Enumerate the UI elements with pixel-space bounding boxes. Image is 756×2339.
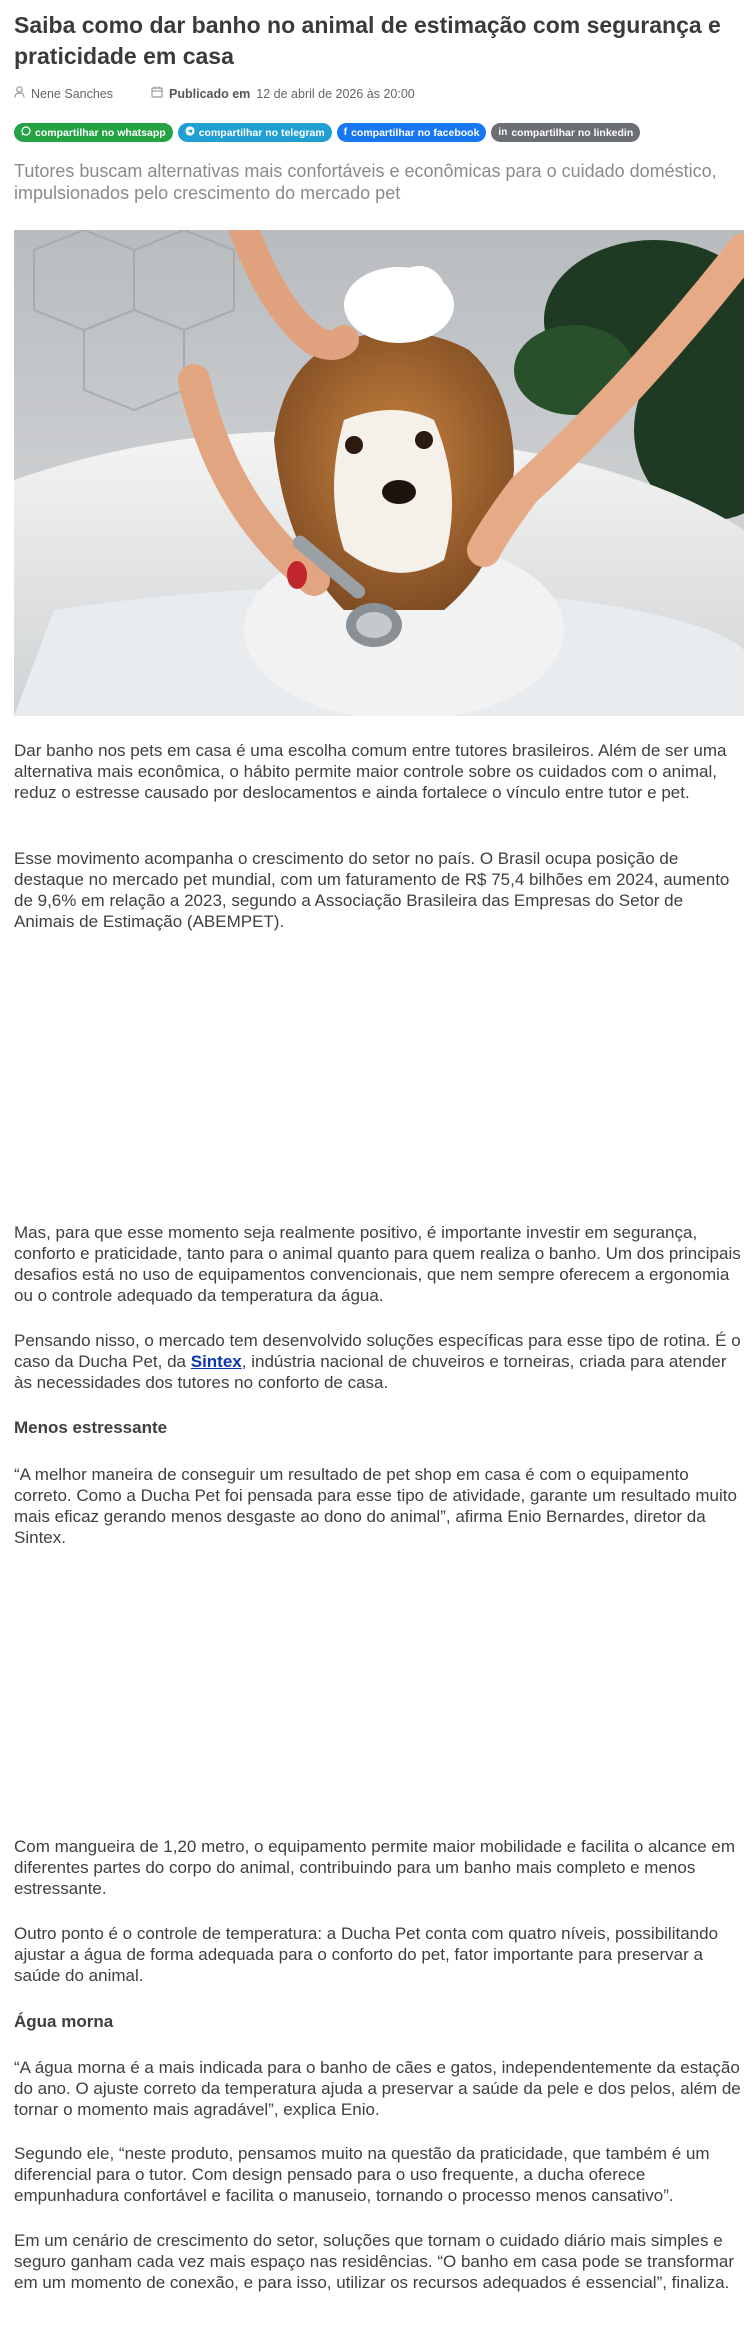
section-heading-agua-morna: Água morna [14, 2012, 114, 2031]
article-meta [14, 86, 415, 101]
share-telegram-button[interactable] [178, 123, 332, 142]
paragraph-1: Dar banho nos pets em casa é uma escolha comum entre tutores brasileiros. Além de ser uma alternativa mais econômica, o hábito permite maior controle sobre os cuidados com o animal, reduz o estresse causado por deslocamentos e ainda fortalece o vínculo entre tutor e pet. [14, 741, 727, 802]
user-icon [14, 86, 25, 101]
share-linkedin-label: compartilhar no linkedin [511, 126, 634, 139]
sintex-link[interactable]: Sintex [190, 1352, 242, 1371]
paragraph-2: Esse movimento acompanha o crescimento do setor no país. O Brasil ocupa posição de destaque no mercado pet mundial, com um faturamento de R$ 75,4 bilhões em 2024, aumento de 9,6% em relação a 2023, segundo a Associação Brasileira das Empresas do Setor de Animais de Estimação (ABEMPET). [14, 849, 730, 931]
paragraph-4: Pensando nisso, o mercado tem desenvolvido soluções específicas para esse tipo de rotina. É o caso da Ducha Pet, da Sintex, indústria nacional de chuveiros e torneiras, criada para atender às necessidades dos tutores no conforto de casa. [14, 1331, 741, 1392]
facebook-icon: f [343, 127, 348, 138]
section-heading-menos-estressante: Menos estressante [14, 1418, 168, 1437]
share-facebook-label: compartilhar no facebook [351, 126, 480, 139]
share-bar [14, 123, 640, 142]
share-telegram-label: compartilhar no telegram [198, 126, 325, 139]
whatsapp-icon [21, 126, 31, 139]
paragraph-10: Em um cenário de crescimento do setor, soluções que tornam o cuidado diário mais simples e seguro ganham cada vez mais espaço nas residências. “O banho em casa pode se transformar em um momento de conexão, e para isso, utilizar os recursos adequados é essencial”, finaliza. [14, 2231, 735, 2292]
linkedin-icon: in [498, 127, 508, 138]
paragraph-9: Segundo ele, “neste produto, pensamos muito na questão da praticidade, que também é um diferencial para o tutor. Com design pensado para o uso frequente, a ducha oferece empunhadura confortável e facilita o manuseio, tornando o processo menos cansativo”. [14, 2144, 710, 2205]
share-whatsapp-label: compartilhar no whatsapp [35, 126, 166, 139]
published-label: Publicado em [169, 86, 251, 101]
article-subtitle: Tutores buscam alternativas mais confortáveis e econômicas para o cuidado doméstico, impulsionados pelo crescimento do mercado pet [14, 161, 717, 203]
hero-image [14, 230, 744, 716]
share-facebook-button[interactable] [337, 123, 487, 142]
telegram-icon [185, 126, 195, 139]
page-title: Saiba como dar banho no animal de estimação com segurança e praticidade em casa [14, 12, 721, 69]
paragraph-7: Outro ponto é o controle de temperatura: a Ducha Pet conta com quatro níveis, possibilitando ajustar a água de forma adequada para o conforto do pet, fator importante para preservar a saúde do animal. [14, 1924, 719, 1985]
paragraph-3: Mas, para que esse momento seja realmente positivo, é importante investir em segurança, conforto e praticidade, tanto para o animal quanto para quem realiza o banho. Um dos principais desafios está no uso de equipamentos convencionais, que nem sempre oferecem a ergonomia ou o controle adequado da temperatura da água. [14, 1223, 741, 1305]
calendar-icon [151, 86, 163, 101]
author-name[interactable]: Nene Sanches [31, 86, 114, 101]
paragraph-6: Com mangueira de 1,20 metro, o equipamento permite maior mobilidade e facilita o alcance em diferentes partes do corpo do animal, contribuindo para um banho mais completo e menos estressante. [14, 1837, 735, 1898]
paragraph-8: “A água morna é a mais indicada para o banho de cães e gatos, independentemente da estação do ano. O ajuste correto da temperatura ajuda a preservar a saúde da pele e dos pelos, além de tornar o momento mais agradável”, explica Enio. [14, 2058, 741, 2119]
paragraph-5: “A melhor maneira de conseguir um resultado de pet shop em casa é com o equipamento correto. Como a Ducha Pet foi pensada para esse tipo de atividade, garante um resultado muito mais eficaz gerando menos desgaste ao dono do animal”, afirma Enio Bernardes, diretor da Sintex. [14, 1465, 737, 1547]
published-date: 12 de abril de 2026 às 20:00 [256, 86, 415, 101]
share-whatsapp-button[interactable] [14, 123, 173, 142]
share-linkedin-button[interactable] [491, 123, 640, 142]
